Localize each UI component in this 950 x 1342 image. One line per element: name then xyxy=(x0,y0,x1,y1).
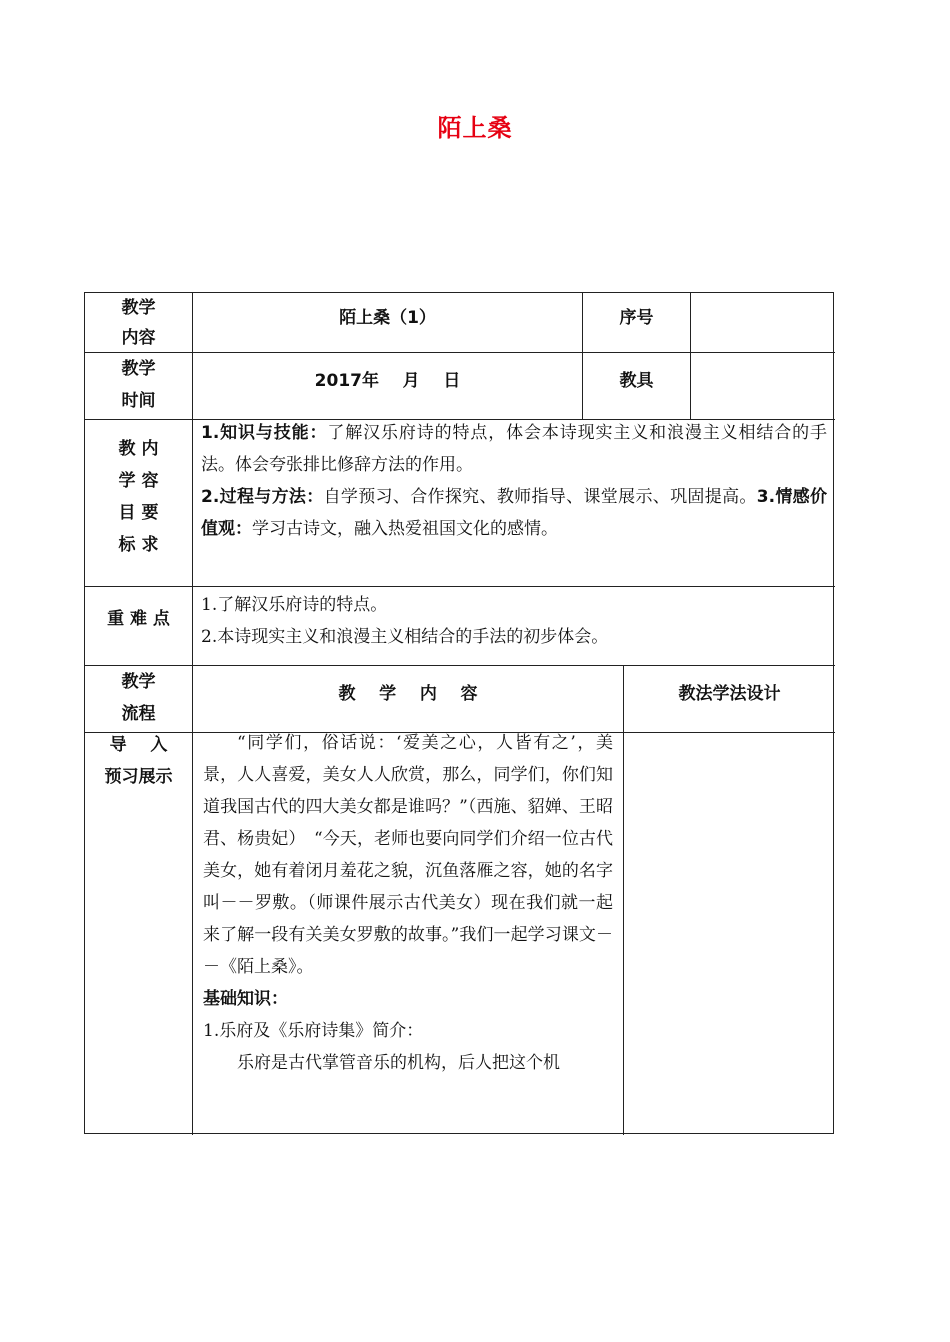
teaching-tools-value xyxy=(691,353,835,419)
teaching-goals-label: 教 内 学 容 目 要 标 求 xyxy=(118,439,159,555)
key-points-label: 重 难 点 xyxy=(107,609,170,629)
goal-knowledge: 1.知识与技能：了解汉乐府诗的特点，体会本诗现实主义和浪漫主义相结合的手法。体会夸张排比修辞方法的作用。 xyxy=(201,423,827,475)
teaching-time-label: 教学 时间 xyxy=(121,359,156,411)
teaching-goals-content xyxy=(201,417,827,545)
teaching-content-value: 陌上桑（1） xyxy=(339,308,436,328)
intro-method-design xyxy=(624,733,835,1135)
teaching-date-value: 2017年 月 日 xyxy=(314,371,461,391)
page-title: 陌上桑 xyxy=(437,114,513,142)
teaching-content-header: 教 学 内 容 xyxy=(338,684,478,704)
basics-item-1: 1.乐府及《乐府诗集》简介： xyxy=(203,1021,424,1041)
lesson-plan-table xyxy=(84,292,834,1134)
serial-number-value xyxy=(691,293,835,352)
goal-process: 2.过程与方法：自学预习、合作探究、教师指导、课堂展示、巩固提高。3.情感价值观：学习古诗文，融入热爱祖国文化的感情。 xyxy=(201,487,827,539)
teaching-content-label: 教学 内容 xyxy=(121,298,156,348)
intro-paragraph: “同学们，俗话说：‘爱美之心，人皆有之’，美景，人人喜爱，美女人人欣赏，那么，同学们，你们知道我国古代的四大美女都是谁吗？”（西施、貂婵、王昭君、杨贵妃） “今天，老师也要向同学们介绍一位古代美女，她有着闭月羞花之貌，沉鱼落雁之容，她的名字叫－－罗敷。（师课件展示古代美女）现在我们就一起来了解一段有关美女罗敷的故事。”我们一起学习课文－－《陌上桑》。 xyxy=(203,733,613,977)
teaching-flow-label: 教学 流程 xyxy=(121,672,156,724)
key-point-1: 1.了解汉乐府诗的特点。 xyxy=(201,595,388,615)
basics-item-1-text: 乐府是古代掌管音乐的机构，后人把这个机 xyxy=(237,1053,560,1073)
teaching-tools-label: 教具 xyxy=(619,371,654,391)
basics-heading: 基础知识： xyxy=(203,989,288,1009)
intro-preview-label: 导 入 预习展示 xyxy=(104,735,173,787)
serial-number-label: 序号 xyxy=(619,308,654,328)
intro-content xyxy=(203,727,613,1079)
method-design-header: 教法学法设计 xyxy=(678,684,781,704)
key-points-content xyxy=(201,589,827,653)
key-point-2: 2.本诗现实主义和浪漫主义相结合的手法的初步体会。 xyxy=(201,627,609,647)
